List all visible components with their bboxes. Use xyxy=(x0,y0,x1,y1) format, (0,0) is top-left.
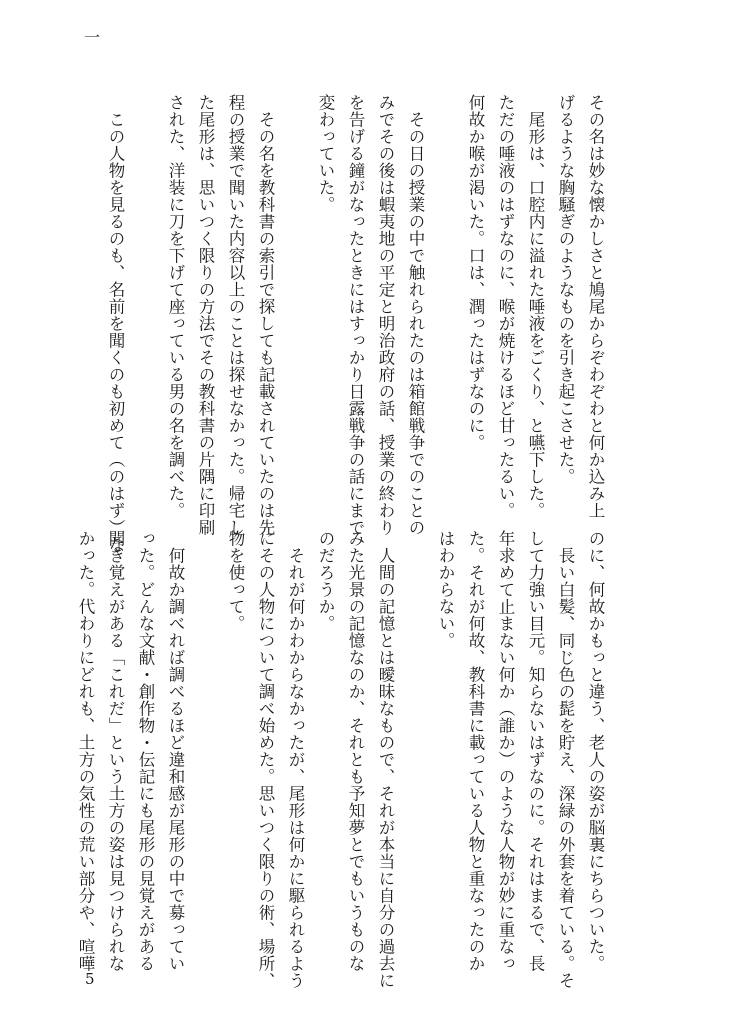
text-line: して力強い目元。知らないはずなのに。それはまるで、長 xyxy=(526,530,545,972)
text-line: みた光景の記憶なのか、それとも予知夢とでもいうものな xyxy=(346,530,365,972)
text-line: 長い白髪、同じ色の髭を貯え、深緑の外套を着ている。そ xyxy=(556,547,575,989)
text-line: その名を教科書の索引で探しても記載されていたのは先 xyxy=(256,111,275,536)
text-line: この人物を見るのも、名前を聞くのも初めて（のはず）な xyxy=(106,111,125,553)
blank-line xyxy=(400,530,430,940)
text-line: 何故か調べれば調べるほど違和感が尾形の中で募ってい xyxy=(166,547,185,972)
text-line: 物を使って。 xyxy=(226,530,245,632)
text-line: それが何かわからなかったが、尾形は何かに駆られるよう xyxy=(286,547,305,989)
text-line: かった。代わりにどれも、土方の気性の荒い部分や、喧嘩 xyxy=(76,530,95,972)
text-line: を告げる鐘がなったときにはすっかり日露戦争の話にまで xyxy=(346,94,365,536)
text-line: のだろうか。 xyxy=(316,530,335,632)
text-line: 尾形は、口腔内に溢れた唾液をごくり、と嚥下した。 xyxy=(526,111,545,519)
blank-line xyxy=(280,94,310,494)
upper-text-block xyxy=(90,94,610,553)
text-line: った。どんな文献・創作物・伝記にも尾形の見覚えがある xyxy=(136,530,155,972)
text-line: 聞き覚えがある「これだ」という土方の姿は見つけられな xyxy=(106,530,125,972)
text-line: 程の授業で聞いた内容以上のことは探せなかった。帰宅し xyxy=(226,94,245,536)
blank-line xyxy=(130,94,160,494)
text-line: はわからない。 xyxy=(436,530,455,649)
lower-text-block xyxy=(76,530,610,989)
text-line: 変わっていた。 xyxy=(316,94,335,213)
blank-line xyxy=(190,530,220,940)
text-line: 何故か喉が渇いた。口は、潤ったはずなのに。 xyxy=(466,94,485,451)
page-number: 5 xyxy=(85,970,95,988)
text-line: みでその後は蝦夷地の平定と明治政府の話、授業の終わり xyxy=(376,94,395,536)
text-line: た尾形は、思いつく限りの方法でその教科書の片隅に印刷 xyxy=(196,94,215,536)
text-line: 年求めて止まない何か（誰か）のような人物が妙に重なっ xyxy=(496,530,515,972)
text-line: ただの唾液のはずなのに、喉が焼けるほど甘ったるい。 xyxy=(496,94,515,519)
text-line: された、洋装に刀を下げて座っている男の名を調べた。 xyxy=(166,94,185,519)
text-line: にその人物について調べ始めた。思いつく限りの術、場所、 xyxy=(256,530,275,989)
text-line: げるような胸騒ぎのようなものを引き起こさせた。 xyxy=(556,94,575,485)
blank-line xyxy=(430,94,460,494)
text-line: その日の授業の中で触れられたのは箱館戦争でのことの xyxy=(406,111,425,536)
chapter-mark: 一 xyxy=(84,28,101,47)
text-line: その名は妙な懐かしさと鳩尾からぞわぞわと何か込み上 xyxy=(586,94,605,519)
text-line: のに、何故かもっと違う、老人の姿が脳裏にちらついた。 xyxy=(586,530,605,972)
text-line: た。それが何故、教科書に載っている人物と重なったのか xyxy=(466,530,485,972)
text-line: 人間の記憶とは曖昧なもので、それが本当に自分の過去に xyxy=(376,547,395,989)
